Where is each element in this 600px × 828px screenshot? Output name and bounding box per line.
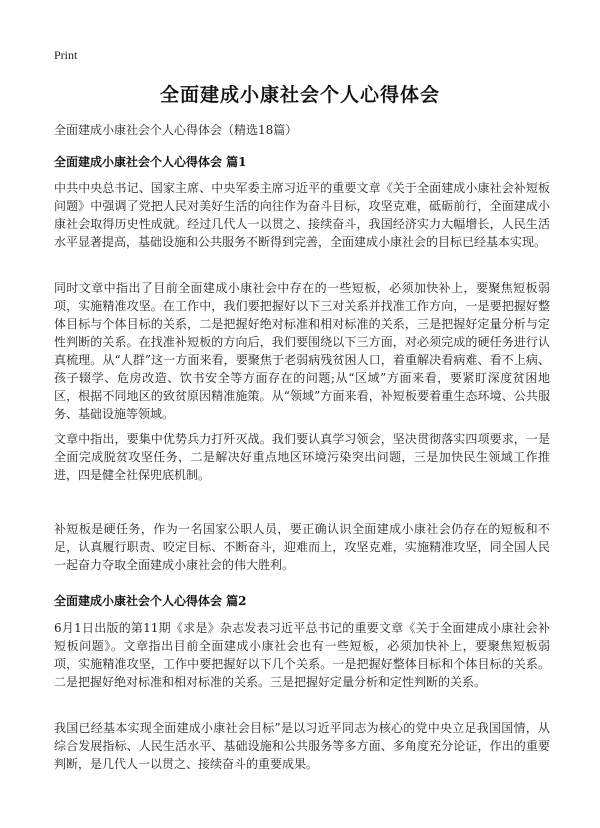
paragraph-1-3: 文章中指出，要集中优势兵力打歼灭战。我们要认真学习领会，坚决贯彻落实四项要求，一是全面完成脱贫攻坚任务，二是解决好重点地区环境污染突出问题，三是加快民生领域工作推进，四是健全社保兜底机制。 bbox=[54, 432, 550, 482]
paragraph-1-1: 中共中央总书记、国家主席、中央军委主席习近平的重要文章《关于全面建成小康社会补短板问题》中强调了党把人民对美好生活的向往作为奋斗目标，攻坚克难，砥砺前行，全面建成小康社会取得历史性成就。经过几代人一以贯之、接续奋斗，我国经济实力大幅增长，人民生活水平显著提高，基础设施和公共服务不断得到完善，全面建成小康社会的目标已经基本实现。 bbox=[54, 181, 550, 249]
paragraph-2-1: 6月1日出版的第11期《求是》杂志发表习近平总书记的重要文章《关于全面建成小康社会补短板问题》。文章指出目前全面建成小康社会也有一些短板，必须加快补上，要聚焦短板弱项，实施精准攻坚，工作中要把握好以下几个关系。一是把握好整体目标和个体目标的关系。二是把握好绝对标准和相对标准的关系。三是把握好定量分析和定性判断的关系。 bbox=[54, 621, 550, 689]
section-heading-1: 全面建成小康社会个人心得体会 篇1 bbox=[54, 155, 247, 169]
paragraph-1-4: 补短板是硬任务，作为一名国家公职人员，要正确认识全面建成小康社会仍存在的短板和不足，认真履行职责、咬定目标、不断奋斗，迎难而上，攻坚克难，实施精准攻坚，同全国人民一起奋力夺取全面建成小康社会的伟大胜利。 bbox=[54, 522, 550, 572]
print-link[interactable]: Print bbox=[54, 48, 78, 62]
paragraph-2-2: 我国已经基本实现全面建成小康社会目标”是以习近平同志为核心的党中央立足我国国情，从综合发展指标、人民生活水平、基础设施和公共服务等多方面、多角度充分论证，作出的重要判断，是几代人一以贯之、接续奋斗的重要成果。 bbox=[54, 721, 550, 771]
paragraph-1-2: 同时文章中指出了目前全面建成小康社会中存在的一些短板，必须加快补上，要聚焦短板弱项，实施精准攻坚。在工作中，我们要把握好以下三对关系并找准工作方向，一是要把握好整体目标与个体目标的关系，二是把握好绝对标准和相对标准的关系，三是把握好定量分析与定性判断的关系。在找准补短板的方向后，我们要围绕以下三方面，对必须完成的硬任务进行认真梳理。从“人群”这一方面来看，要聚焦于老弱病残贫困人口，着重解决看病难、看不上病、孩子辍学、危房改造、饮书安全等方面存在的问题;从“区域”方面来看，要紧盯深度贫困地区，根据不同地区的致贫原因精准施策。从“领域”方面来看，补短板要着重生态环境、公共服务、基础设施等领域。 bbox=[54, 281, 550, 421]
document-subtitle: 全面建成小康社会个人心得体会（精选18篇） bbox=[54, 123, 298, 137]
section-heading-2: 全面建成小康社会个人心得体会 篇2 bbox=[54, 594, 247, 608]
document-title: 全面建成小康社会个人心得体会 bbox=[159, 84, 440, 106]
